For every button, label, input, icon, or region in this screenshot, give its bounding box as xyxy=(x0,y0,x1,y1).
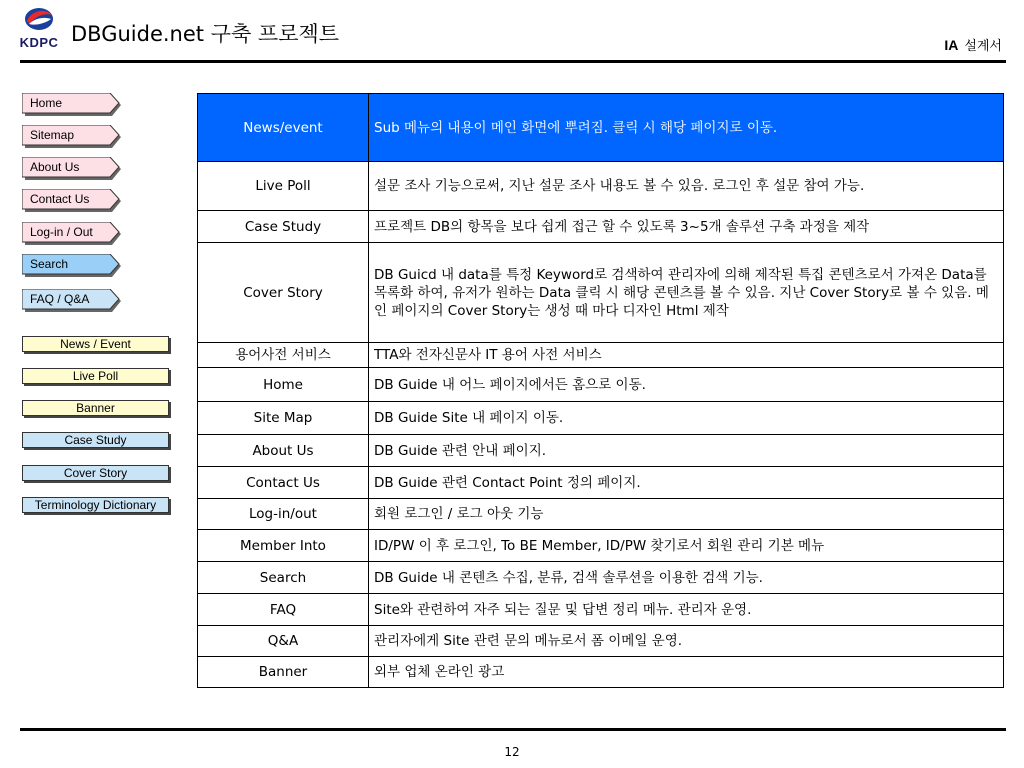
table-row xyxy=(198,162,1004,211)
menu-description-cell: DB Guide 내 어느 페이지에서든 홈으로 이동. xyxy=(369,368,1004,402)
menu-name-cell: Q&A xyxy=(198,626,369,657)
table-row xyxy=(198,626,1004,657)
ia-table xyxy=(197,93,1004,688)
menu-name-cell: Member Into xyxy=(198,530,369,562)
table-row xyxy=(198,368,1004,402)
kdpc-logo xyxy=(14,6,64,52)
menu-description-cell: DB Guicd 내 data를 특정 Keyword로 검색하여 관리자에 의해 제작된 특집 콘텐츠로서 가져온 Data를 목록화 하여, 유저가 원하는 Data 클릭 시 해당 콘텐츠를 볼 수 있음. 지난 Cover Story로 볼 수 있음. 메인 페이지의 Cover Story는 생성 때 마다 디자인 Html 제작 xyxy=(369,243,1004,343)
table-row xyxy=(198,562,1004,594)
menu-name-cell: Banner xyxy=(198,657,369,688)
menu-description-cell: ID/PW 이 후 로그인, To BE Member, ID/PW 찾기로서 회원 관리 기본 메뉴 xyxy=(369,530,1004,562)
nav-button-label: Search xyxy=(30,257,69,271)
menu-cover-story[interactable]: Cover Story xyxy=(22,465,169,481)
table-row xyxy=(198,530,1004,562)
table-row xyxy=(198,94,1004,162)
menu-name-cell: 용어사전 서비스 xyxy=(198,343,369,368)
nav-button-label: Contact Us xyxy=(30,192,90,206)
menu-case-study[interactable]: Case Study xyxy=(22,432,169,448)
menu-description-cell: DB Guide 내 콘텐츠 수집, 분류, 검색 솔루션을 이용한 검색 기능. xyxy=(369,562,1004,594)
table-row xyxy=(198,657,1004,688)
menu-description-cell: 프로젝트 DB의 항목을 보다 쉽게 접근 할 수 있도록 3~5개 솔루션 구축 과정을 제작 xyxy=(369,211,1004,243)
menu-live-poll[interactable]: Live Poll xyxy=(22,368,169,384)
nav-button-login-out[interactable] xyxy=(22,222,122,246)
menu-description-cell: 설문 조사 기능으로써, 지난 설문 조사 내용도 볼 수 있음. 로그인 후 설문 참여 가능. xyxy=(369,162,1004,211)
table-row xyxy=(198,243,1004,343)
menu-name-cell: Cover Story xyxy=(198,243,369,343)
menu-description-cell: DB Guide Site 내 페이지 이동. xyxy=(369,402,1004,435)
menu-description-cell: 관리자에게 Site 관련 문의 메뉴로서 폼 이메일 운영. xyxy=(369,626,1004,657)
document-type-bold: IA xyxy=(944,37,959,53)
nav-button-label: Log-in / Out xyxy=(30,225,93,239)
table-row xyxy=(198,467,1004,499)
footer-divider xyxy=(20,728,1006,731)
nav-button-label: Home xyxy=(30,96,63,110)
menu-news-event[interactable]: News / Event xyxy=(22,336,169,352)
kdpc-logo-icon xyxy=(24,6,54,34)
table-row xyxy=(198,594,1004,626)
nav-button-search[interactable] xyxy=(22,254,122,278)
header-divider xyxy=(20,60,1006,63)
menu-terminology-dictionary[interactable]: Terminology Dictionary xyxy=(22,497,169,513)
nav-button-about-us[interactable] xyxy=(22,157,122,181)
menu-name-cell: Live Poll xyxy=(198,162,369,211)
menu-description-cell: 외부 업체 온라인 광고 xyxy=(369,657,1004,688)
nav-button-label: About Us xyxy=(30,160,80,174)
menu-description-cell: DB Guide 관련 Contact Point 정의 페이지. xyxy=(369,467,1004,499)
document-type-text: 설계서 xyxy=(964,39,1002,54)
menu-name-cell: About Us xyxy=(198,435,369,467)
menu-name-cell: Contact Us xyxy=(198,467,369,499)
table-row xyxy=(198,211,1004,243)
nav-button-faq-qa[interactable] xyxy=(22,289,122,313)
menu-name-cell: Site Map xyxy=(198,402,369,435)
menu-name-cell: Home xyxy=(198,368,369,402)
table-row xyxy=(198,499,1004,530)
document-type-label xyxy=(944,35,1002,54)
menu-description-cell: TTA와 전자신문사 IT 용어 사전 서비스 xyxy=(369,343,1004,368)
menu-name-cell: FAQ xyxy=(198,594,369,626)
nav-button-home[interactable] xyxy=(22,93,122,117)
logo-text: KDPC xyxy=(19,35,59,50)
menu-name-cell: News/event xyxy=(198,94,369,162)
menu-description-cell: Site와 관련하여 자주 되는 질문 및 답변 정리 메뉴. 관리자 운영. xyxy=(369,594,1004,626)
table-row xyxy=(198,402,1004,435)
table-row xyxy=(198,343,1004,368)
menu-description-cell: 회원 로그인 / 로그 아웃 기능 xyxy=(369,499,1004,530)
table-row xyxy=(198,435,1004,467)
menu-description-cell: Sub 메뉴의 내용이 메인 화면에 뿌려짐. 클릭 시 해당 페이지로 이동. xyxy=(369,94,1004,162)
page-title: DBGuide.net 구축 프로젝트 xyxy=(71,22,340,46)
menu-banner[interactable]: Banner xyxy=(22,400,169,416)
menu-name-cell: Search xyxy=(198,562,369,594)
menu-name-cell: Case Study xyxy=(198,211,369,243)
page-number: 12 xyxy=(504,745,520,759)
menu-description-cell: DB Guide 관련 안내 페이지. xyxy=(369,435,1004,467)
nav-button-sitemap[interactable] xyxy=(22,125,122,149)
menu-name-cell: Log-in/out xyxy=(198,499,369,530)
nav-button-contact-us[interactable] xyxy=(22,189,122,213)
nav-button-label: FAQ / Q&A xyxy=(30,292,90,306)
nav-button-label: Sitemap xyxy=(30,128,75,142)
